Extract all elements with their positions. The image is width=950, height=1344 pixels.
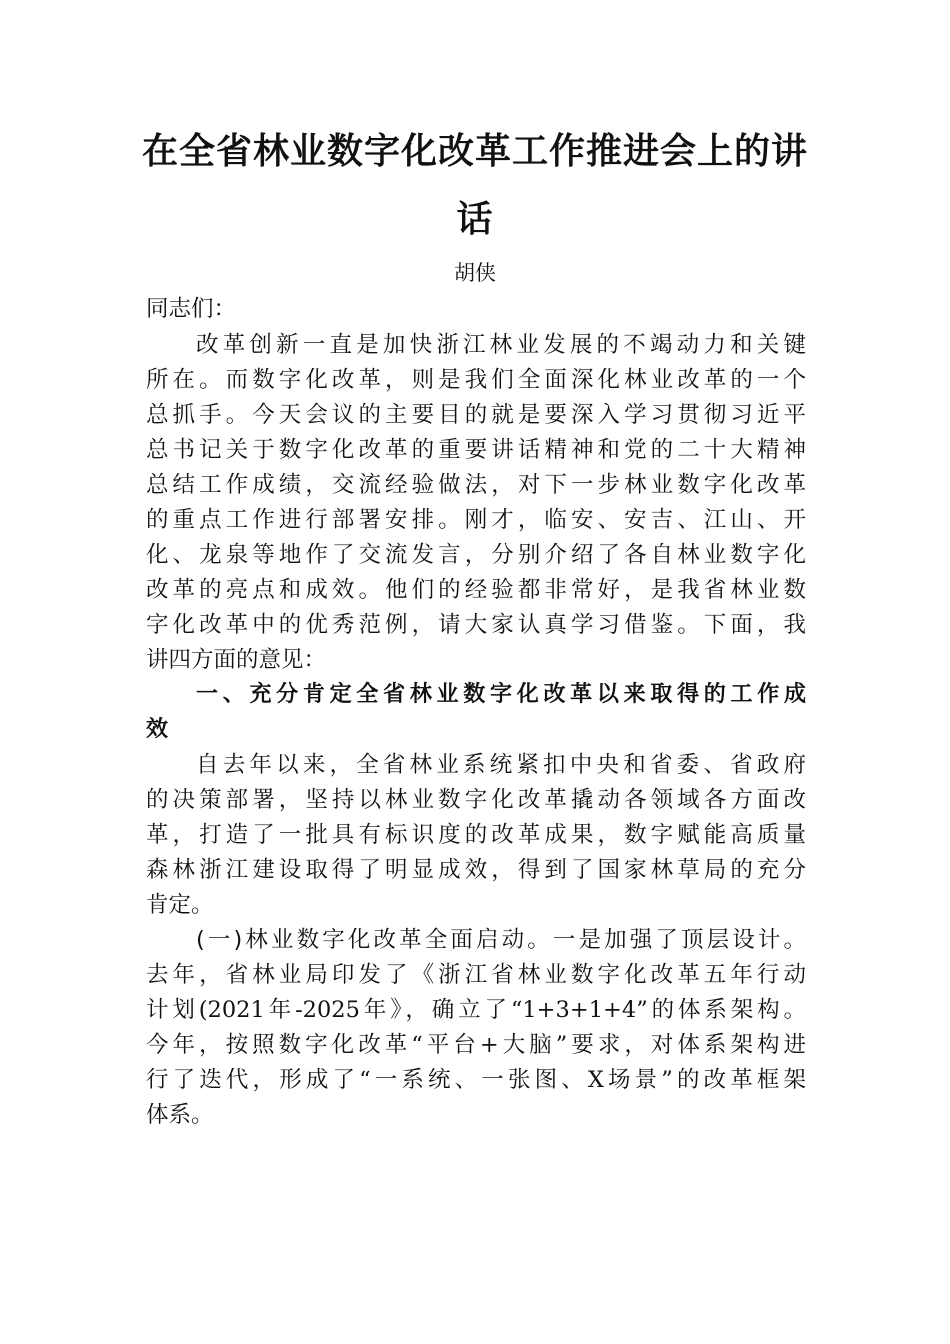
section-heading-1: 一、充分肯定全省林业数字化改革以来取得的工作成 <box>196 682 806 707</box>
paragraph-1-line: 的重点工作进行部署安排。刚才，临安、安吉、江山、开 <box>146 507 806 533</box>
section-heading-1-continued: 效 <box>146 717 169 742</box>
paragraph-1-line: 所在。而数字化改革，则是我们全面深化林业改革的一个 <box>146 367 806 393</box>
paragraph-2-line: 的决策部署，坚持以林业数字化改革撬动各领域各方面改 <box>146 787 806 813</box>
subsection-heading-1: (一)林业数字化改革全面启动。 <box>196 927 553 953</box>
paragraph-2-line: 革，打造了一批具有标识度的改革成果，数字赋能高质量 <box>146 822 806 848</box>
paragraph-1-line: 总结工作成绩，交流经验做法，对下一步林业数字化改革 <box>146 472 806 498</box>
paragraph-3-first-line-text: 一是加强了顶层设计。 <box>552 927 806 953</box>
paragraph-3-line: 去年，省林业局印发了《浙江省林业数字化改革五年行动 <box>146 962 806 988</box>
paragraph-1-line: 化、龙泉等地作了交流发言，分别介绍了各自林业数字化 <box>146 542 806 568</box>
salutation: 同志们： <box>146 296 237 322</box>
paragraph-2-line: 森林浙江建设取得了明显成效，得到了国家林草局的充分 <box>146 857 806 883</box>
paragraph-1-line: 改革的亮点和成效。他们的经验都非常好，是我省林业数 <box>146 577 806 603</box>
document-title-line-1: 在全省林业数字化改革工作推进会上的讲 <box>141 131 808 172</box>
paragraph-2-line: 自去年以来，全省林业系统紧扣中央和省委、省政府 <box>196 752 806 778</box>
document-title-line-2: 话 <box>456 199 494 240</box>
paragraph-3-line: 计划(2021年-2025年》，确立了“1+3+1+4”的体系架构。 <box>146 997 806 1023</box>
paragraph-3-line: 体系。 <box>146 1102 214 1128</box>
paragraph-3-line: 行了迭代，形成了“一系统、一张图、X场景”的改革框架 <box>146 1067 806 1093</box>
paragraph-1-line: 总书记关于数字化改革的重要讲话精神和党的二十大精神 <box>146 437 806 463</box>
paragraph-1-line: 讲四方面的意见： <box>146 647 327 673</box>
paragraph-1-line: 总抓手。今天会议的主要目的就是要深入学习贯彻习近平 <box>146 402 806 428</box>
paragraph-3-first-line <box>196 923 806 957</box>
paragraph-1-line: 改革创新一直是加快浙江林业发展的不竭动力和关键 <box>196 332 806 358</box>
author-name: 胡侠 <box>454 261 496 285</box>
paragraph-2-line: 肯定。 <box>146 892 214 918</box>
paragraph-3-line: 今年，按照数字化改革“平台+大脑”要求，对体系架构进 <box>146 1032 806 1058</box>
paragraph-1-line: 字化改革中的优秀范例，请大家认真学习借鉴。下面，我 <box>146 612 806 638</box>
